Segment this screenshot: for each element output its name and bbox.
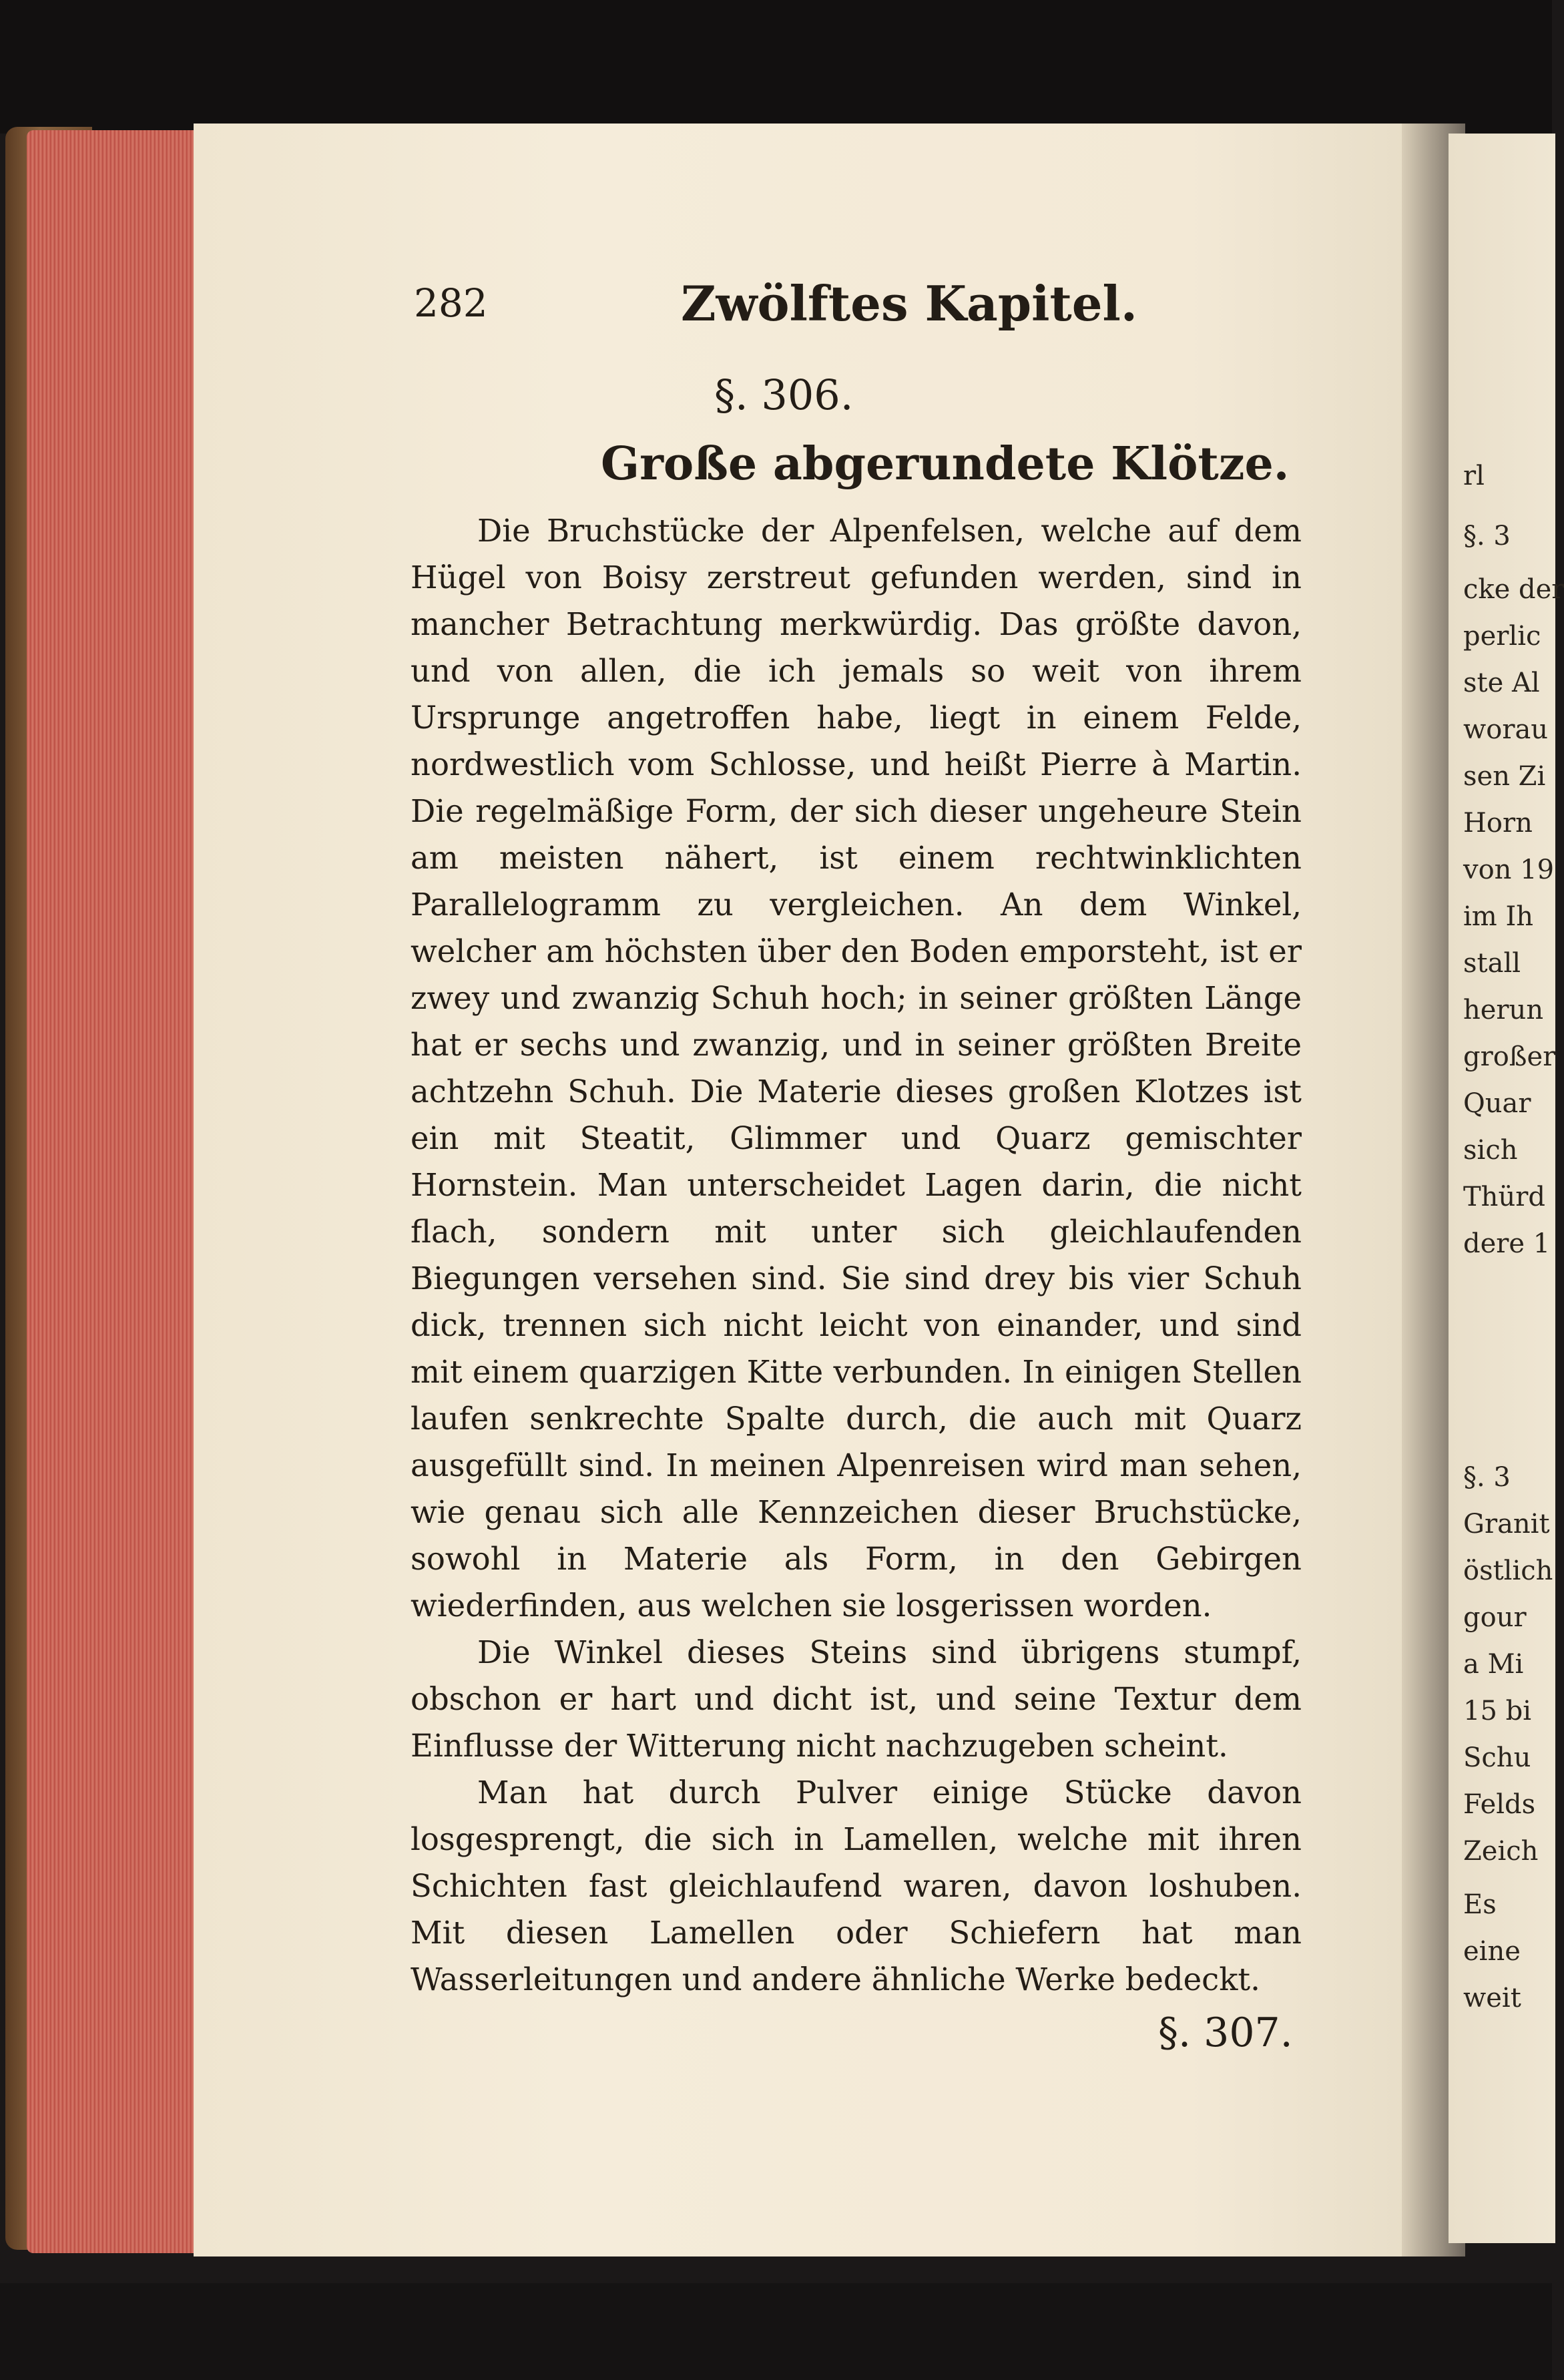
facing-fragment: §. 3 — [1463, 521, 1511, 551]
dark-backdrop-top — [0, 0, 1552, 134]
red-page-edges — [27, 130, 197, 2253]
paragraph: Die Winkel dieses Steins sind übrigens stumpf, obschon er hart und dicht ist, und seine Textur dem Einflusse der Witterung nicht nachzugeben scheint. — [411, 1634, 1302, 1764]
facing-fragment: Schu — [1463, 1742, 1531, 1773]
facing-fragment: §. 3 — [1463, 1462, 1511, 1493]
page-header — [414, 275, 1302, 347]
running-title: Zwölftes Kapitel. — [681, 275, 1137, 332]
facing-fragment: herun — [1463, 995, 1544, 1025]
paragraph: Die Bruchstücke der Alpenfelsen, welche auf dem Hügel von Boisy zerstreut gefunden werden, sind in mancher Betrachtung merkwürdig. Das größte davon, und von allen, die ich jemals so weit von ihrem Ursprunge angetroffen habe, liegt in einem Felde, nordwestlich vom Schlosse, und heißt Pierre à Martin. Die regelmäßige Form, der sich dieser ungeheure Stein am meisten nähert, ist einem rechtwinklichten Parallelogramm zu vergleichen. An dem Winkel, welcher am höchsten über den Boden emporsteht, ist er zwey und zwanzig Schuh hoch; in seiner größten Länge hat er sechs und zwanzig, und in seiner größten Breite achtzehn Schuh. Die Materie dieses großen Klotzes ist ein mit Steatit, Glimmer und Quarz gemischter Hornstein. Man unterscheidet Lagen darin, die nicht flach, sondern mit unter sich gleichlaufenden Biegungen versehen sind. Sie sind drey bis vier Schuh dick, trennen sich nicht leicht von einander, und sind mit einem quarzigen Kitte verbunden. In einigen Stellen laufen senkrechte Spalte durch, die auch mit Quarz ausgefüllt sind. In meinen Alpenreisen wird man sehen, wie genau sich alle Kennzeichen dieser Bruchstücke, sowohl in Materie als Form, in den Gebirgen wiederfinden, aus welchen sie losgerissen worden. — [411, 513, 1302, 1624]
dark-backdrop-bottom — [0, 2283, 1552, 2380]
catchword: §. 307. — [1158, 2009, 1293, 2056]
facing-fragment: a Mi — [1463, 1649, 1524, 1680]
facing-fragment: von 19 — [1463, 855, 1555, 885]
facing-fragment: Es — [1463, 1889, 1497, 1920]
body-text — [411, 507, 1302, 2003]
paragraph: Man hat durch Pulver einige Stücke davon losgesprengt, die sich in Lamellen, welche mit ihren Schichten fast gleichlaufend waren, davon loshuben. Mit diesen Lamellen oder Schiefern hat man Wasserleitungen und andere ähnliche Werke bedeckt. — [411, 1774, 1302, 1997]
facing-fragment: ste Al — [1463, 668, 1540, 698]
facing-fragment: cke der — [1463, 574, 1564, 605]
facing-fragment: Granit — [1463, 1509, 1550, 1539]
facing-fragment: Quar — [1463, 1088, 1531, 1119]
facing-fragment: sich — [1463, 1135, 1518, 1166]
facing-fragment: 15 bi — [1463, 1696, 1532, 1726]
facing-fragment: großer — [1463, 1041, 1556, 1072]
section-title: Große abgerundete Klötze. — [601, 437, 1290, 491]
facing-fragment: worau — [1463, 714, 1549, 745]
facing-fragment: stall — [1463, 948, 1521, 979]
facing-fragment: im Ih — [1463, 901, 1533, 932]
facing-fragment: gour — [1463, 1602, 1527, 1633]
page-number: 282 — [414, 280, 488, 326]
facing-fragment: Zeich — [1463, 1836, 1539, 1867]
facing-fragment: Felds — [1463, 1789, 1536, 1820]
facing-fragment: eine — [1463, 1936, 1521, 1967]
facing-fragment: Thürd — [1463, 1182, 1545, 1212]
facing-fragment: rl — [1463, 461, 1485, 491]
facing-fragment: dere 1 — [1463, 1228, 1551, 1259]
facing-fragment: sen Zi — [1463, 761, 1546, 792]
facing-fragment: perlic — [1463, 621, 1541, 652]
facing-fragment: Horn — [1463, 808, 1533, 839]
facing-fragment: östlich — [1463, 1556, 1553, 1586]
facing-page — [1449, 134, 1564, 2243]
facing-fragment: weit — [1463, 1983, 1521, 2013]
section-number: §. 306. — [714, 371, 854, 419]
